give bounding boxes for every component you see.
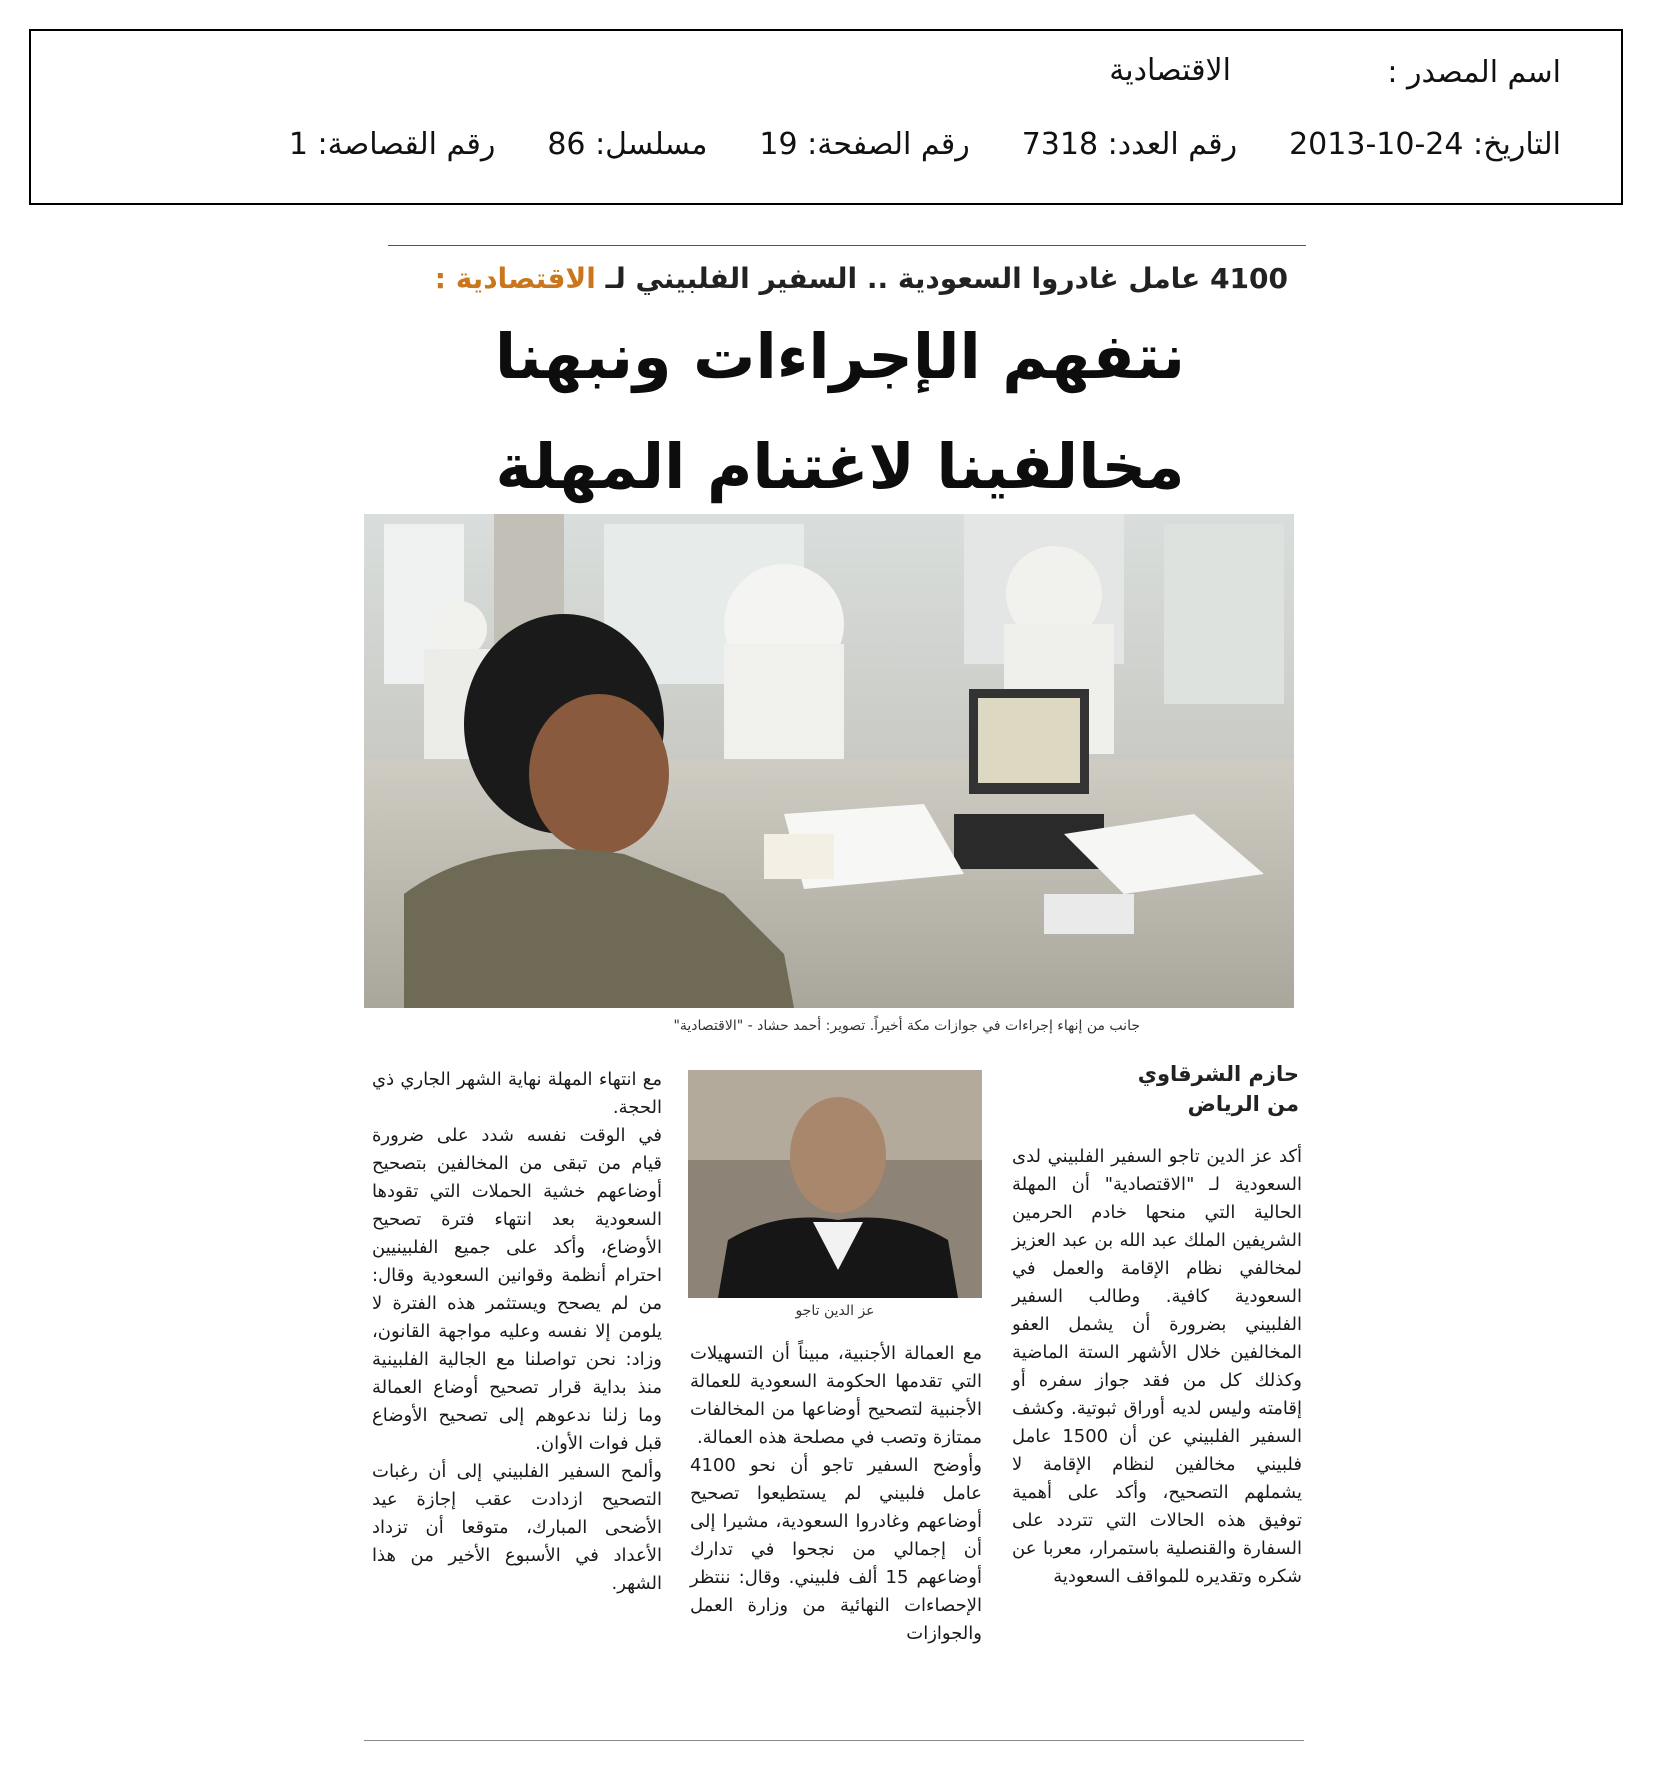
article-kicker	[388, 262, 1288, 295]
kicker-brand: الاقتصادية :	[434, 262, 596, 295]
paragraph: مع انتهاء المهلة نهاية الشهر الجاري ذي الحجة.	[372, 1069, 662, 1118]
article-column-left	[372, 1066, 662, 1598]
inset-photo	[688, 1070, 982, 1298]
clipping-details	[289, 127, 1561, 162]
paragraph: وألمح السفير الفلبيني إلى أن رغبات التصحيح ازدادت عقب إجازة عيد الأضحى المبارك، متوقعا أن تزداد الأعداد في الأسبوع الأخير من هذا الشهر.	[372, 1461, 662, 1594]
paragraph: أكد عز الدين تاجو السفير الفلبيني لدى السعودية لـ "الاقتصادية" أن المهلة الحالية التي منحها خادم الحرمين الشريفين الملك عبد الله بن عبد العزيز لمخالفي نظام الإقامة والعمل في السعودية كافية. وطالب السفير الفلبيني بضرورة أن يشمل العفو المخالفين خلال الأشهر الستة الماضية وكذلك كل من فقد جواز سفره أو إقامته وليس لديه أوراق ثبوتية. وكشف السفير الفلبيني عن أن 1500 عامل فلبيني مخالفين لنظام الإقامة لا يشملهم التصحيح، وأكد على أهمية توفيق هذه الحالات التي تتردد على السفارة والقنصلية باستمرار، معربا عن شكره وتقديره للمواقف السعودية	[1012, 1146, 1302, 1587]
page-number-field: رقم الصفحة: 19	[759, 127, 970, 162]
passport-office-photo	[364, 514, 1294, 1008]
inset-photo-caption: عز الدين تاجو	[795, 1303, 875, 1319]
article-top-divider	[388, 245, 1306, 246]
paragraph: مع العمالة الأجنبية، مبيناً أن التسهيلات التي تقدمها الحكومة السعودية للعمالة الأجنبية لتصحيح أوضاعها من المخالفات ممتازة وتصب في مصلحة هذه العمالة.	[690, 1343, 982, 1448]
main-photo-caption: جانب من إنهاء إجراءات في جوازات مكة أخيراً. تصوير: أحمد حشاد - "الاقتصادية"	[673, 1018, 1140, 1034]
headline-line-1: نتفهم الإجراءات ونبهنا	[494, 320, 1186, 393]
byline-author: حازم الشرقاوي	[1137, 1062, 1299, 1086]
paragraph: وأوضح السفير تاجو أن نحو 4100 عامل فلبيني لم يستطيعوا تصحيح أوضاعهم وغادروا السعودية، مشيرا إلى أن إجمالي من نجحوا في تدارك أوضاعهم 15 ألف فلبيني. وقال: ننتظر الإحصاءات النهائية من وزارة العمل والجوازات	[690, 1455, 982, 1644]
article-bottom-divider	[364, 1740, 1304, 1741]
date-field: التاريخ: 24-10-2013	[1289, 127, 1561, 162]
article-column-middle	[690, 1340, 982, 1648]
article-column-right	[1012, 1143, 1302, 1591]
clip-number-field: رقم القصاصة: 1	[288, 127, 496, 162]
main-photo	[364, 514, 1294, 1008]
byline-location: من الرياض	[1187, 1092, 1299, 1116]
issue-number-field: رقم العدد: 7318	[1021, 127, 1238, 162]
source-value: الاقتصادية	[1109, 53, 1231, 88]
paragraph: في الوقت نفسه شدد على ضرورة قيام من تبقى من المخالفين بتصحيح أوضاعهم خشية الحملات التي تقودها السعودية بعد انتهاء فترة تصحيح الأوضاع، وأكد على جميع الفلبينيين احترام أنظمة وقوانين السعودية وقال: من لم يصحح ويستثمر هذه الفترة لا يلومن إلا نفسه وعليه مواجهة القانون، وزاد: نحن تواصلنا مع الجالية الفلبينية منذ بداية قرار تصحيح أوضاع العمالة وما زلنا ندعوهم إلى تصحيح الأوضاع قبل فوات الأوان.	[372, 1125, 662, 1454]
headline-line-2: مخالفينا لاغتنام المهلة	[495, 430, 1185, 503]
clipping-metadata-box	[29, 29, 1623, 205]
kicker-text: 4100 عامل غادروا السعودية .. السفير الفلبيني لـ	[605, 262, 1288, 295]
ambassador-portrait	[688, 1070, 982, 1298]
source-label: اسم المصدر :	[1387, 55, 1561, 90]
serial-field: مسلسل: 86	[547, 127, 708, 162]
